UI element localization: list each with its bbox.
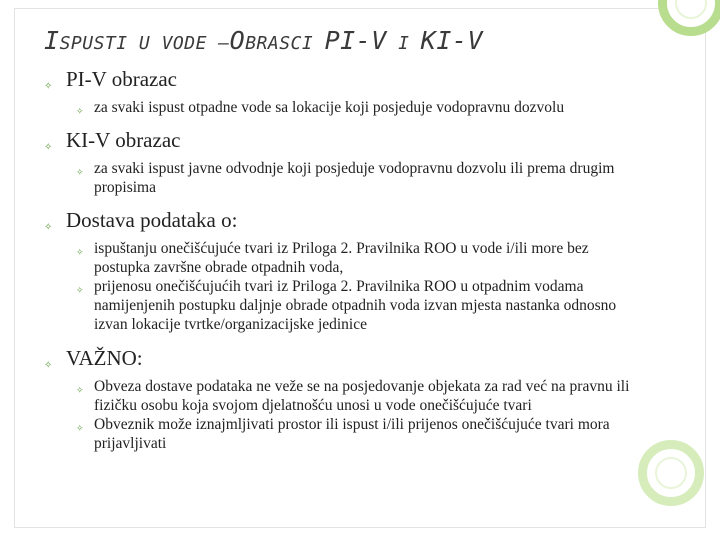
sparkle-bullet-icon: ✧ (44, 142, 53, 153)
section-vazno (40, 345, 640, 453)
sparkle-bullet-icon: ✧ (76, 423, 84, 433)
bullet-item: ✧ Obveznik može iznajmljivati prostor ili ispust i/ili prijenos onečišćujuće tvari mora prijavljivati (76, 416, 610, 452)
slide-title: ISPUSTI U VODE –OBRASCI PI-V I KI-V (44, 26, 484, 55)
sparkle-bullet-icon: ✧ (76, 285, 84, 295)
bullet-heading: ✧ KI-V obrazac (40, 127, 640, 153)
bullet-item: ✧ za svaki ispust otpadne vode sa lokacije koji posjeduje vodopravnu dozvolu (40, 98, 640, 117)
decorative-ring-bottom (638, 440, 704, 506)
sparkle-bullet-icon: ✧ (76, 385, 84, 395)
slide-content (40, 66, 640, 453)
sparkle-bullet-icon: ✧ (76, 247, 84, 257)
bullet-item: ✧ ispuštanju onečišćujuće tvari iz Priloga 2. Pravilnika ROO u vode i/ili more bez postupka završne obrade otpadnih voda, (76, 240, 589, 276)
sparkle-bullet-icon: ✧ (76, 167, 84, 177)
section-pi-v (40, 66, 640, 117)
sparkle-bullet-icon: ✧ (44, 81, 53, 92)
bullet-item: ✧ za svaki ispust javne odvodnje koji posjeduje vodopravnu dozvolu ili prema drugim propisima (76, 160, 615, 196)
section-ki-v (40, 127, 640, 197)
sparkle-bullet-icon: ✧ (44, 360, 53, 371)
bullet-item: ✧ Obveza dostave podataka ne veže se na posjedovanje objekata za rad već na pravnu ili fizičku osobu koja svojom djelatnošću unosi u vode onečišćujuće tvari (76, 378, 630, 414)
bullet-heading: ✧ Dostava podataka o: (40, 207, 640, 233)
sparkle-bullet-icon: ✧ (76, 106, 84, 116)
sparkle-bullet-icon: ✧ (44, 222, 53, 233)
section-dostava (40, 207, 640, 334)
bullet-heading: ✧ PI-V obrazac (40, 66, 640, 92)
bullet-item: ✧ prijenosu onečišćujućih tvari iz Priloga 2. Pravilnika ROO u otpadnim vodama namijenjenih postupku daljnje obrade otpadnih voda izvan mjesta nastanka odnosno izvan lokacije tvrtke/organizacijske jedinice (76, 278, 617, 333)
bullet-heading: ✧ VAŽNO: (40, 345, 640, 371)
